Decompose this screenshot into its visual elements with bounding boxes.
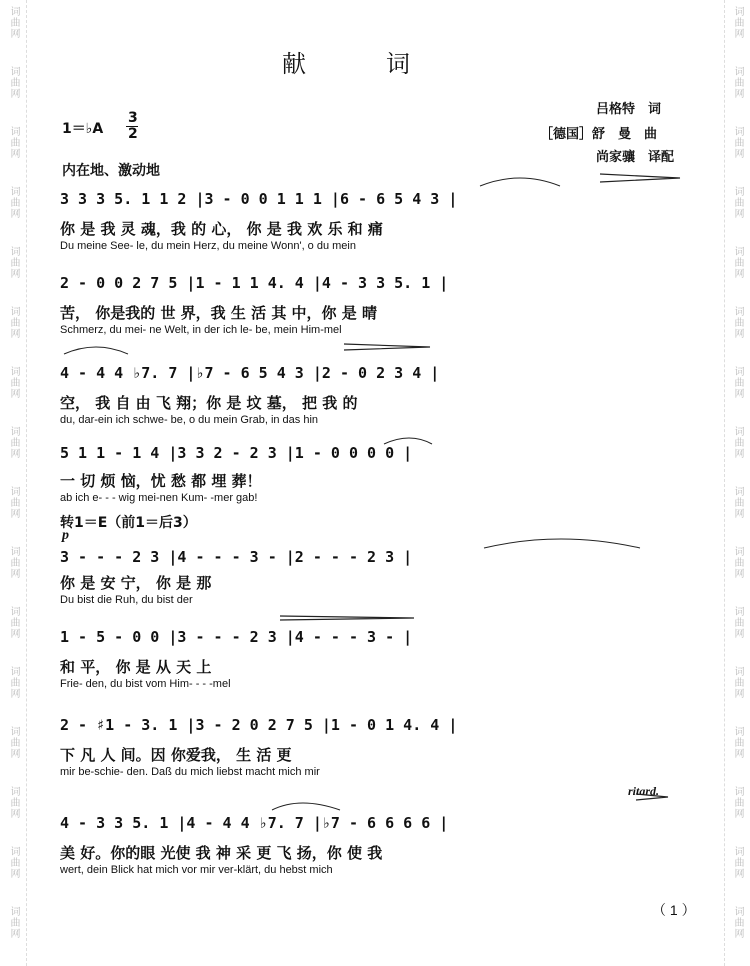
watermark-left-1: 词曲网 [8, 6, 19, 39]
lyrics-chinese-row-2: 苦， 你是我的 世 界，我 生 活 其 中，你 是 晴 [60, 304, 378, 322]
lyrics-chinese-row-1: 你 是 我 灵 魂，我 的 心， 你 是 我 欢 乐 和 痛 [60, 220, 383, 238]
tempo-marking: 内在地、激动地 [62, 163, 160, 179]
lyrics-german-row-2: Schmerz, du mei- ne Welt, in der ich le- be, mein Him-mel [60, 324, 342, 336]
lyrics-german-row-5: Du bist die Ruh, du bist der [60, 594, 193, 606]
lyrics-chinese-row-4: 一 切 烦 恼，忧 愁 都 埋 葬！ [60, 472, 262, 490]
watermark-right-11: 词曲网 [732, 606, 743, 639]
notation-row-7: 2 - ♯1 - 3. 1 |3 - 2 0 2 7 5 |1 - 0 1 4. 4 | [60, 716, 458, 734]
slur-mark [64, 347, 128, 354]
slur-mark [384, 438, 432, 444]
dynamic-piano: p [62, 528, 69, 543]
time-signature-bottom: 2 [128, 126, 138, 142]
time-signature-top: 3 [128, 110, 138, 126]
watermark-left-8: 词曲网 [8, 426, 19, 459]
lyricist-credit: 吕格特 词 [596, 102, 662, 117]
watermark-right-4: 词曲网 [732, 186, 743, 219]
watermark-right-15: 词曲网 [732, 846, 743, 879]
notation-row-6: 1 - 5 - 0 0 |3 - - - 2 3 |4 - - - 3 - | [60, 628, 413, 646]
watermark-right-7: 词曲网 [732, 366, 743, 399]
notation-row-5: 3 - - - 2 3 |4 - - - 3 - |2 - - - 2 3 | [60, 548, 413, 566]
lyrics-german-row-4: ab ich e- - - wig mei-nen Kum- -mer gab! [60, 492, 258, 504]
page-number: （ 1 ） [652, 902, 696, 918]
watermark-right-5: 词曲网 [732, 246, 743, 279]
slur-mark [484, 539, 640, 548]
watermark-right-3: 词曲网 [732, 126, 743, 159]
watermark-left-5: 词曲网 [8, 246, 19, 279]
decrescendo-hairpin [636, 794, 668, 800]
lyrics-chinese-row-5: 你 是 安 宁， 你 是 那 [60, 574, 212, 592]
watermark-right-6: 词曲网 [732, 306, 743, 339]
watermark-left-12: 词曲网 [8, 666, 19, 699]
song-title: 献 词 [282, 50, 412, 78]
lyrics-chinese-row-6: 和 平， 你 是 从 天 上 [60, 658, 212, 676]
watermark-left-15: 词曲网 [8, 846, 19, 879]
slur-mark [480, 178, 560, 186]
key-signature: 1＝♭A [62, 121, 104, 137]
watermark-right-8: 词曲网 [732, 426, 743, 459]
watermark-right-12: 词曲网 [732, 666, 743, 699]
crescendo-hairpin [280, 616, 414, 620]
watermark-left-2: 词曲网 [8, 66, 19, 99]
lyrics-german-row-1: Du meine See- le, du mein Herz, du meine Wonn', o du mein [60, 240, 356, 252]
composer-credit: ［德国］舒 曼 曲 [540, 127, 658, 142]
lyrics-chinese-row-3: 空， 我 自 由 飞 翔；你 是 坟 墓， 把 我 的 [60, 394, 358, 412]
lyrics-german-row-3: du, dar-ein ich schwe- be, o du mein Grab, in das hin [60, 414, 319, 426]
watermark-right-13: 词曲网 [732, 726, 743, 759]
lyrics-german-row-7: mir be-schie- den. Daß du mich liebst macht mich mir [60, 766, 320, 778]
modulation-marking: 转1＝E（前1＝后3） [60, 515, 197, 531]
notation-row-2: 2 - 0 0 2 7 5 |1 - 1 1 4. 4 |4 - 3 3 5. 1 | [60, 274, 449, 292]
watermark-left-10: 词曲网 [8, 546, 19, 579]
notation-row-3: 4 - 4 4 ♭7. 7 |♭7 - 6 5 4 3 |2 - 0 2 3 4 | [60, 364, 440, 382]
watermark-left-13: 词曲网 [8, 726, 19, 759]
notation-row-1: 3 3 3 5. 1 1 2 |3 - 0 0 1 1 1 |6 - 6 5 4 3 | [60, 190, 458, 208]
ritardando-marking: ritard. [628, 784, 660, 798]
decrescendo-hairpin [344, 344, 430, 350]
watermark-left-6: 词曲网 [8, 306, 19, 339]
lyrics-german-row-6: Frie- den, du bist vom Him- - - -mel [60, 678, 231, 690]
watermark-right-1: 词曲网 [732, 6, 743, 39]
watermark-left-9: 词曲网 [8, 486, 19, 519]
watermark-right-14: 词曲网 [732, 786, 743, 819]
watermark-left-4: 词曲网 [8, 186, 19, 219]
watermark-left-7: 词曲网 [8, 366, 19, 399]
translator-credit: 尚家骧 译配 [596, 150, 675, 165]
decrescendo-hairpin [600, 174, 680, 182]
slur-mark [272, 803, 340, 810]
watermark-right-10: 词曲网 [732, 546, 743, 579]
notation-row-4: 5 1 1 - 1 4 |3 3 2 - 2 3 |1 - 0 0 0 0 | [60, 444, 413, 462]
watermark-left-14: 词曲网 [8, 786, 19, 819]
watermark-right-9: 词曲网 [732, 486, 743, 519]
watermark-left-11: 词曲网 [8, 606, 19, 639]
watermark-left-16: 词曲网 [8, 906, 19, 939]
notation-row-8: 4 - 3 3 5. 1 |4 - 4 4 ♭7. 7 |♭7 - 6 6 6 6 | [60, 814, 449, 832]
watermark-right-2: 词曲网 [732, 66, 743, 99]
lyrics-german-row-8: wert, dein Blick hat mich vor mir ver-klärt, du hebst mich [60, 864, 333, 876]
watermark-right-16: 词曲网 [732, 906, 743, 939]
lyrics-chinese-row-7: 下 凡 人 间。因 你爱我， 生 活 更 [60, 746, 292, 764]
watermark-left-3: 词曲网 [8, 126, 19, 159]
lyrics-chinese-row-8: 美 好。你的眼 光使 我 神 采 更 飞 扬，你 使 我 [60, 844, 383, 862]
